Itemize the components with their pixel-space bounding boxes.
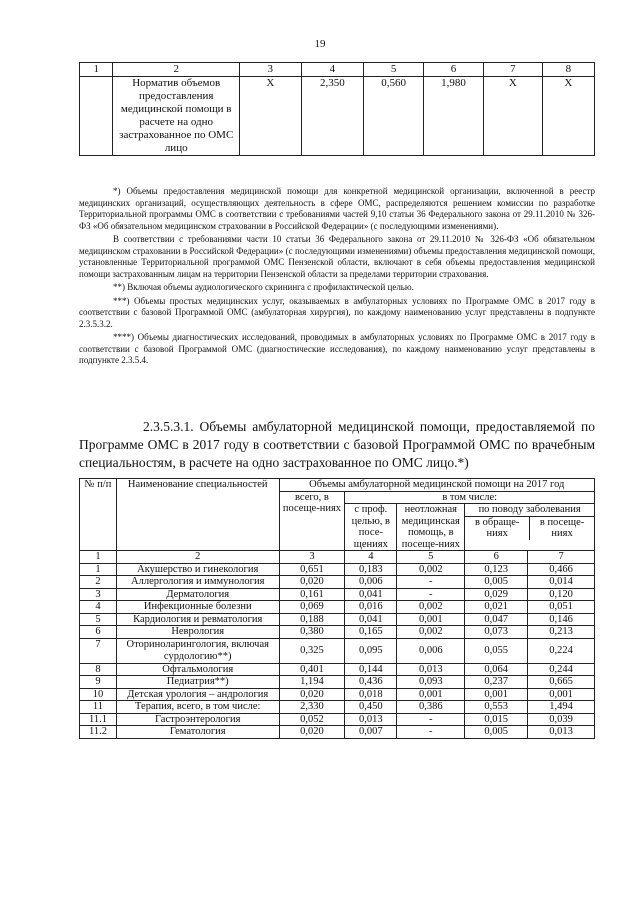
row-number: 10	[80, 688, 117, 701]
table-body	[80, 563, 595, 738]
preventive-visits: 0,007	[345, 726, 397, 739]
disease-visits: 0,120	[528, 588, 595, 601]
total-visits: 1,194	[279, 676, 345, 689]
total-visits: 0,069	[279, 601, 345, 614]
table-cell: 1,980	[424, 77, 484, 156]
table-row	[80, 701, 595, 714]
column-number: 1	[80, 551, 117, 564]
header-num: № п/п	[80, 479, 117, 551]
disease-visits: 0,665	[528, 676, 595, 689]
preventive-visits: 0,183	[345, 563, 397, 576]
disease-appeals: 0,553	[465, 701, 528, 714]
total-visits: 2,330	[279, 701, 345, 714]
disease-visits: 0,014	[528, 576, 595, 589]
specialty-name: Педиатрия**)	[116, 676, 279, 689]
specialty-name: Детская урология – андрология	[116, 688, 279, 701]
table-cell: Х	[240, 77, 302, 156]
preventive-visits: 0,450	[345, 701, 397, 714]
row-number: 11.1	[80, 713, 117, 726]
disease-visits: 0,013	[528, 726, 595, 739]
disease-visits: 0,039	[528, 713, 595, 726]
section-heading: 2.3.5.3.1. Объемы амбулаторной медицинской помощи, предоставляемой по Программе ОМС в 2017 году в соответствии с базовой Программой ОМС по врачебным специальностям, в расчете на одно застрахованное по ОМС лицо.*)	[79, 419, 595, 470]
row-number: 1	[80, 563, 117, 576]
total-visits: 0,380	[279, 626, 345, 639]
preventive-visits: 0,041	[345, 588, 397, 601]
table-row	[80, 563, 595, 576]
urgent-care-visits: 0,013	[397, 663, 465, 676]
total-visits: 0,020	[279, 576, 345, 589]
urgent-care-visits: 0,386	[397, 701, 465, 714]
total-visits: 0,020	[279, 726, 345, 739]
urgent-care-visits: -	[397, 726, 465, 739]
preventive-visits: 0,013	[345, 713, 397, 726]
footnote: **) Включая объемы аудиологического скрининга с профилактической целью.	[113, 282, 414, 292]
row-number: 11.2	[80, 726, 117, 739]
table-row	[80, 77, 595, 156]
table-row	[80, 626, 595, 639]
column-number: 4	[345, 551, 397, 564]
footnotes	[79, 186, 595, 369]
specialty-name: Офтальмология	[116, 663, 279, 676]
header-prof: с проф. целью, в посе-щениях	[345, 504, 397, 551]
column-number: 7	[483, 63, 542, 77]
urgent-care-visits: 0,001	[397, 613, 465, 626]
footnote: *) Объемы предоставления медицинской помощи для конкретной медицинской организации, включенной в реестр медицинских организаций, осуществляющих деятельность в сфере ОМС, распределяются решением комиссии по разработке Территориальной программы ОМС в соответствии с требованиями частей 9,10 статьи 36 Федерального закона от 29.11.2010 № 326-ФЗ «Об обязательном медицинском страховании в Российской Федерации» (с последующими изменениями).	[79, 186, 595, 231]
disease-visits: 0,051	[528, 601, 595, 614]
disease-visits: 0,146	[528, 613, 595, 626]
specialties-volume-table	[79, 478, 595, 739]
header-including: в том числе:	[345, 491, 595, 504]
table-row	[80, 601, 595, 614]
header-visits: в посеще-ниях	[530, 516, 594, 540]
preventive-visits: 0,144	[345, 663, 397, 676]
column-number: 5	[397, 551, 465, 564]
urgent-care-visits: -	[397, 576, 465, 589]
standards-table	[79, 62, 595, 156]
column-number: 2	[113, 63, 240, 77]
page-number: 19	[314, 38, 326, 50]
column-number: 3	[279, 551, 345, 564]
total-visits: 0,052	[279, 713, 345, 726]
table-cell: 2,350	[301, 77, 364, 156]
footnote: В соответствии с требованиями части 10 статьи 36 Федерального закона от 29.11.2010 № 326-ФЗ «Об обязательном медицинском страховании в Российской Федерации» (с последующими изменениями) объемы предоставления медицинской помощи, установленные Территориальной программой ОМС Пензенской области, включают в себя объемы предоставления медицинской помощи застрахованным лицам на территории Пензенской области за пределами территории страхования.	[79, 234, 595, 279]
column-number: 7	[528, 551, 595, 564]
table-cell	[80, 77, 113, 156]
table-cell: Х	[542, 77, 594, 156]
disease-visits: 1,494	[528, 701, 595, 714]
disease-appeals: 0,005	[465, 726, 528, 739]
specialty-name: Дерматология	[116, 588, 279, 601]
header-disease-group	[465, 504, 595, 551]
row-number: 5	[80, 613, 117, 626]
column-number-row	[80, 551, 595, 564]
specialty-name: Инфекционные болезни	[116, 601, 279, 614]
preventive-visits: 0,006	[345, 576, 397, 589]
urgent-care-visits: 0,001	[397, 688, 465, 701]
preventive-visits: 0,095	[345, 638, 397, 663]
disease-visits: 0,001	[528, 688, 595, 701]
disease-visits: 0,244	[528, 663, 595, 676]
column-number: 3	[240, 63, 302, 77]
disease-appeals: 0,015	[465, 713, 528, 726]
table-row	[80, 576, 595, 589]
urgent-care-visits: 0,002	[397, 626, 465, 639]
table-cell: 0,560	[364, 77, 424, 156]
total-visits: 0,161	[279, 588, 345, 601]
column-number-row	[80, 63, 595, 77]
table-row	[80, 588, 595, 601]
urgent-care-visits: 0,093	[397, 676, 465, 689]
preventive-visits: 0,016	[345, 601, 397, 614]
row-number: 2	[80, 576, 117, 589]
row-number: 3	[80, 588, 117, 601]
table-row	[80, 713, 595, 726]
urgent-care-visits: 0,002	[397, 563, 465, 576]
total-visits: 0,325	[279, 638, 345, 663]
specialty-name: Акушерство и гинекология	[116, 563, 279, 576]
disease-visits: 0,213	[528, 626, 595, 639]
table-row	[80, 638, 595, 663]
disease-appeals: 0,073	[465, 626, 528, 639]
header-appeals: в обраще-ниях	[465, 516, 529, 540]
disease-visits: 0,466	[528, 563, 595, 576]
disease-appeals: 0,047	[465, 613, 528, 626]
header-disease-subtable	[465, 516, 594, 540]
footnote: ***) Объемы простых медицинских услуг, оказываемых в амбулаторных условиях по Программе ОМС в 2017 году в соответствии с базовой Программой ОМС (амбулаторная хирургия), по каждому наименованию услуг представлены в подпункте 2.3.5.3.2.	[79, 295, 595, 329]
header-name: Наименование специальностей	[116, 479, 279, 551]
header-volumes: Объемы амбулаторной медицинской помощи на 2017 год	[279, 479, 594, 492]
column-number: 8	[542, 63, 594, 77]
specialty-name: Неврология	[116, 626, 279, 639]
header-row	[80, 479, 595, 492]
urgent-care-visits: 0,002	[397, 601, 465, 614]
disease-appeals: 0,021	[465, 601, 528, 614]
urgent-care-visits: 0,006	[397, 638, 465, 663]
header-disease: по поводу заболевания	[478, 504, 581, 515]
preventive-visits: 0,041	[345, 613, 397, 626]
urgent-care-visits: -	[397, 713, 465, 726]
disease-appeals: 0,001	[465, 688, 528, 701]
column-number: 4	[301, 63, 364, 77]
disease-appeals: 0,029	[465, 588, 528, 601]
column-number: 6	[424, 63, 484, 77]
column-number: 2	[116, 551, 279, 564]
disease-appeals: 0,237	[465, 676, 528, 689]
specialty-name: Гастроэнтерология	[116, 713, 279, 726]
preventive-visits: 0,018	[345, 688, 397, 701]
row-number: 11	[80, 701, 117, 714]
row-number: 9	[80, 676, 117, 689]
disease-appeals: 0,055	[465, 638, 528, 663]
disease-visits: 0,224	[528, 638, 595, 663]
urgent-care-visits: -	[397, 588, 465, 601]
row-number: 8	[80, 663, 117, 676]
footnote: ****) Объемы диагностических исследований, проводимых в амбулаторных условиях по Программе ОМС в 2017 году в соответствии с базовой Программой ОМС (диагностические исследования), по каждому наименованию услуг представлены в подпункте 2.3.5.4.	[79, 332, 595, 365]
total-visits: 0,188	[279, 613, 345, 626]
preventive-visits: 0,165	[345, 626, 397, 639]
table-row	[80, 726, 595, 739]
disease-appeals: 0,064	[465, 663, 528, 676]
disease-appeals: 0,005	[465, 576, 528, 589]
specialty-name: Терапия, всего, в том числе:	[116, 701, 279, 714]
column-number: 1	[80, 63, 113, 77]
specialty-name: Оториноларингология, включая сурдологию**)	[116, 638, 279, 663]
table-cell: Х	[483, 77, 542, 156]
total-visits: 0,020	[279, 688, 345, 701]
disease-appeals: 0,123	[465, 563, 528, 576]
specialty-name: Кардиология и ревматология	[116, 613, 279, 626]
row-number: 4	[80, 601, 117, 614]
specialty-name: Гематология	[116, 726, 279, 739]
total-visits: 0,401	[279, 663, 345, 676]
row-number: 6	[80, 626, 117, 639]
table-row	[80, 676, 595, 689]
table-row	[80, 688, 595, 701]
standard-label: Норматив объемов предоставления медицинской помощи в расчете на одно застрахованное по ОМС лицо	[113, 77, 240, 156]
table-row	[80, 663, 595, 676]
table-row	[80, 613, 595, 626]
column-number: 6	[465, 551, 528, 564]
header-urgent: неотложная медицинская помощь, в посеще-ниях	[397, 504, 465, 551]
preventive-visits: 0,436	[345, 676, 397, 689]
specialty-name: Аллергология и иммунология	[116, 576, 279, 589]
total-visits: 0,651	[279, 563, 345, 576]
header-total: всего, в посеще-ниях	[279, 491, 345, 551]
column-number: 5	[364, 63, 424, 77]
row-number: 7	[80, 638, 117, 663]
